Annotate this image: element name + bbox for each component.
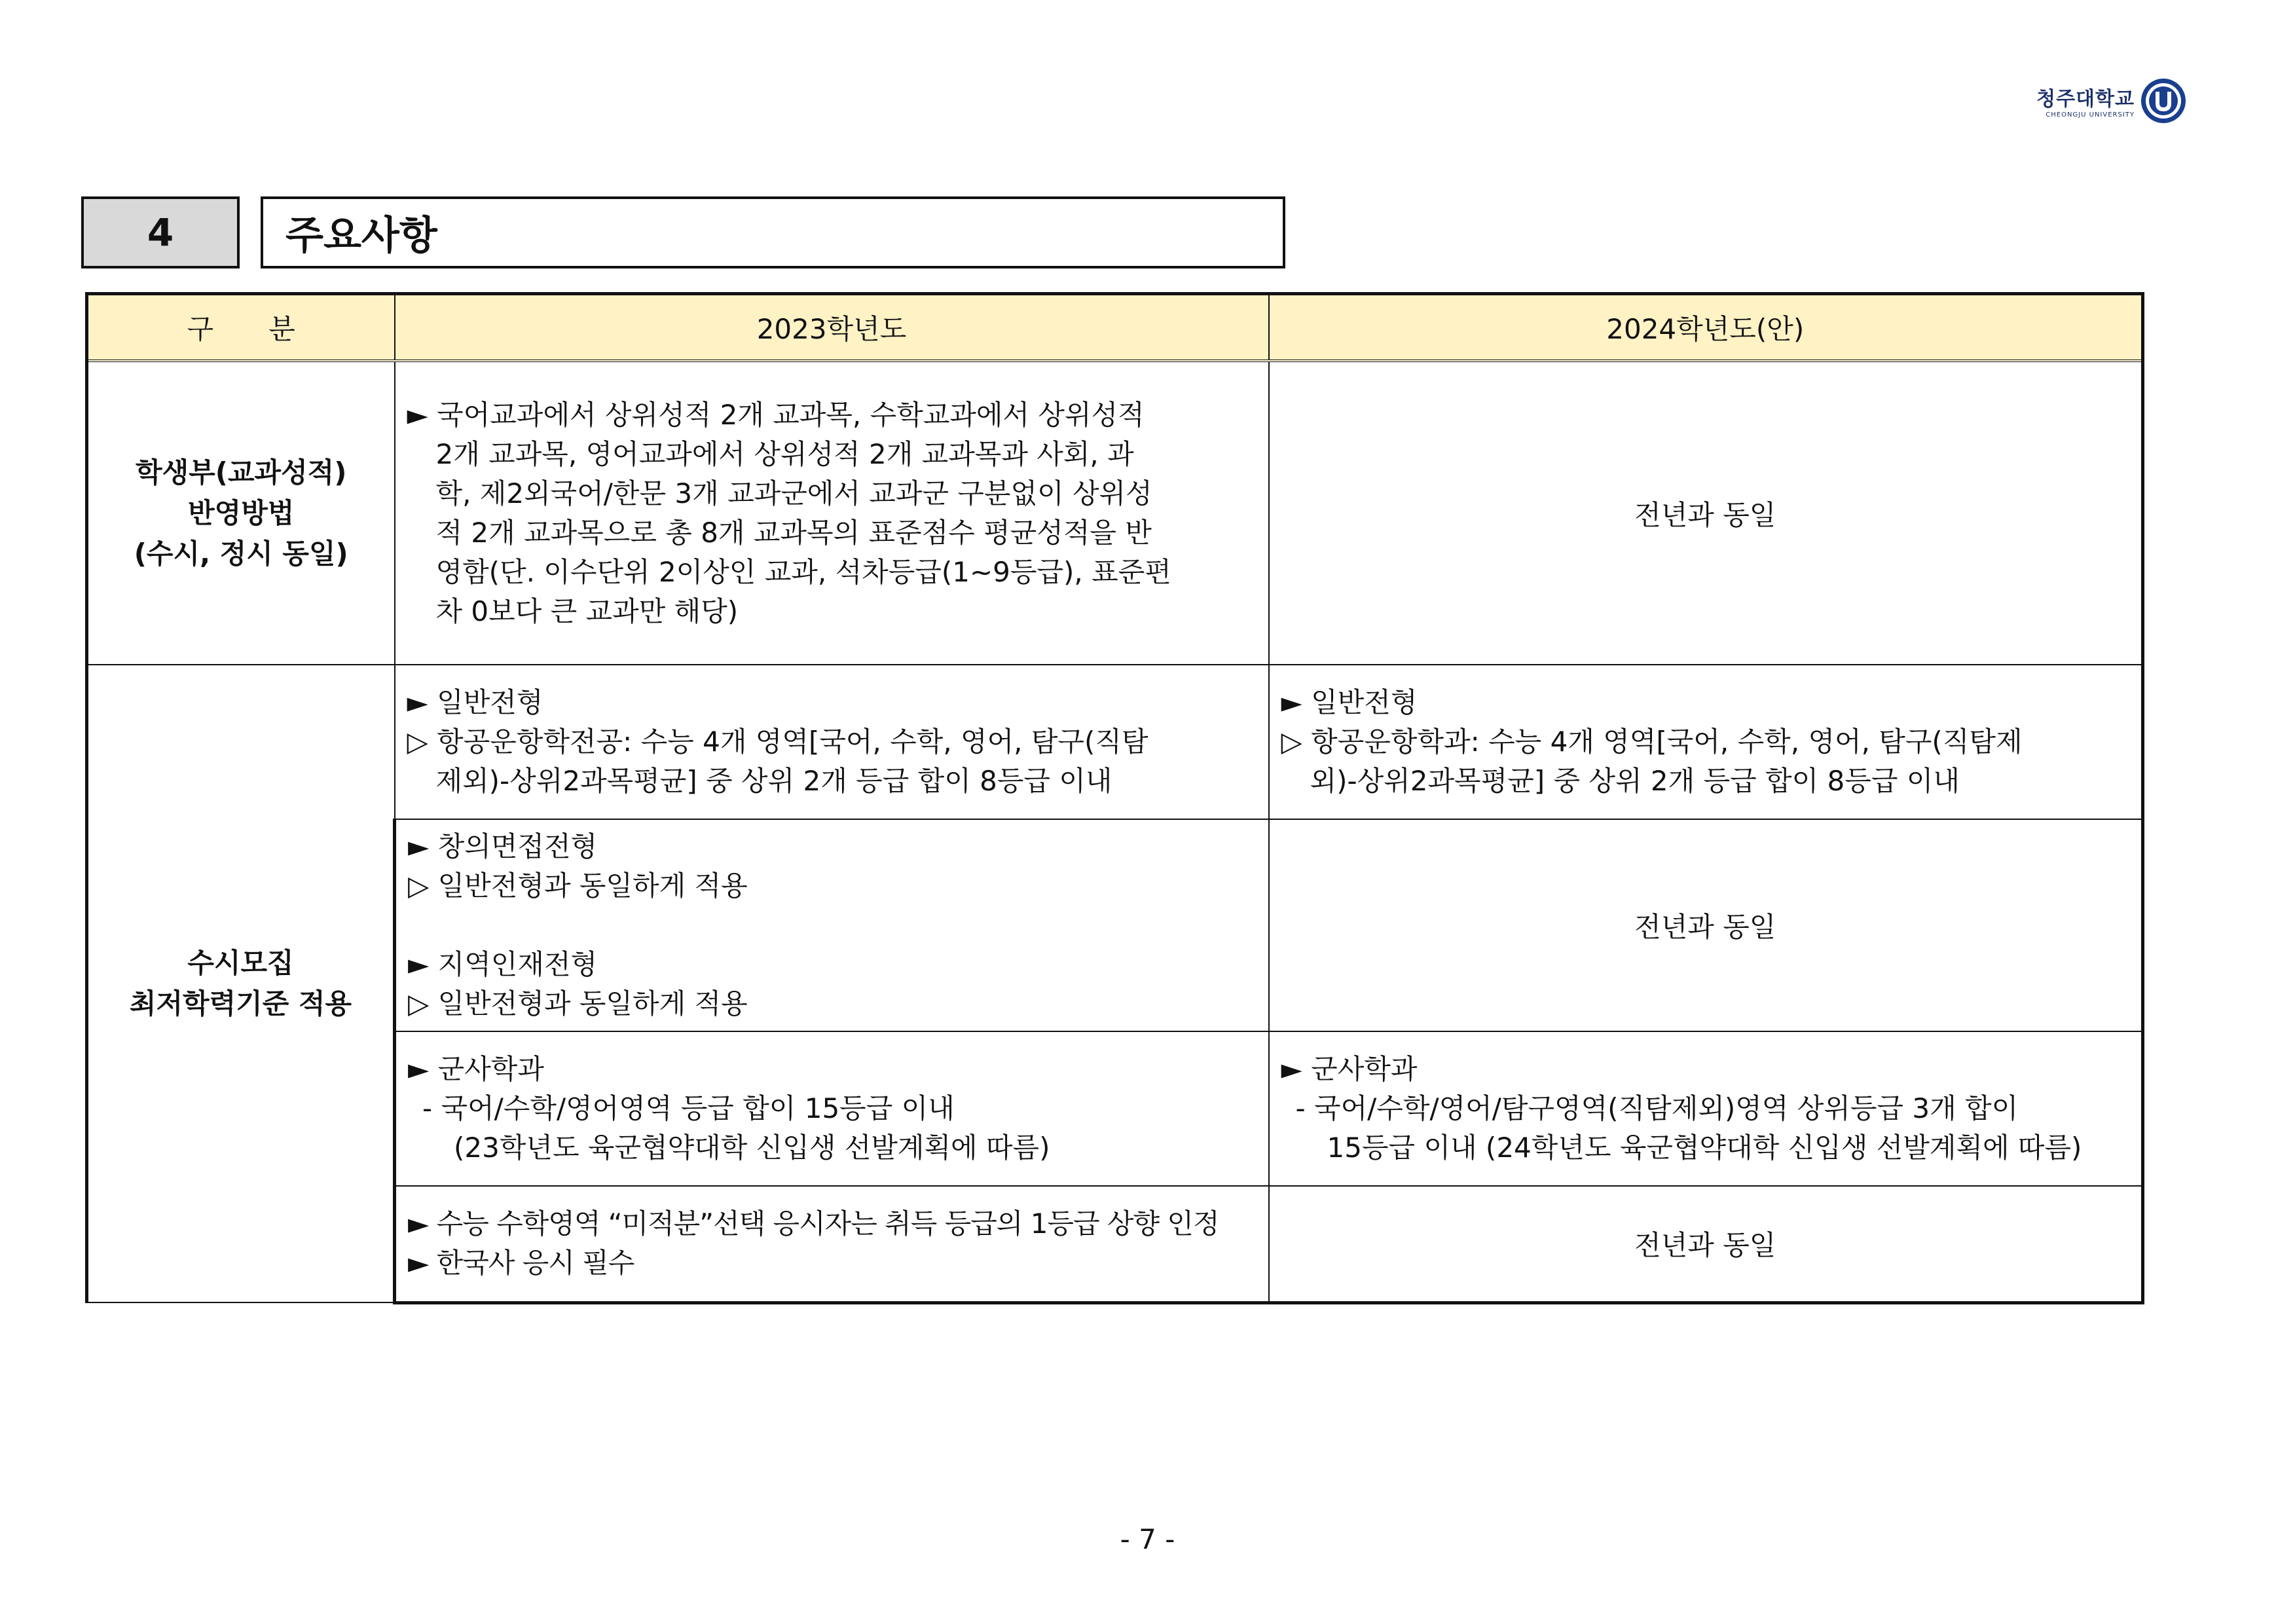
cell-2023: ► 일반전형 ▷ 항공운항학전공: 수능 4개 영역[국어, 수학, 영어, 탐구(직탐 제외)-상위2과목평균] 중 상위 2개 등급 합이 8등급 이내: [395, 665, 1269, 819]
cell-2023: ► 창의면접전형 ▷ 일반전형과 동일하게 적용 ► 지역인재전형 ▷ 일반전형과 동일하게 적용: [395, 819, 1269, 1031]
university-seal-icon: [2140, 77, 2187, 124]
page-number: - 7 -: [1120, 1523, 1175, 1555]
header-2024: 2024학년도(안): [1269, 294, 2143, 361]
row-category: 학생부(교과성적) 반영방법 (수시, 정시 동일): [87, 361, 395, 665]
table-row: [87, 819, 2143, 1031]
cell-2024: 전년과 동일: [1269, 1186, 2143, 1302]
table-row: [87, 665, 2143, 819]
section-number: 4: [81, 196, 240, 268]
cell-2024: ► 군사학과 - 국어/수학/영어/탐구영역(직탐제외)영역 상위등급 3개 합이 15등급 이내 (24학년도 육군협약대학 신입생 선발계획에 따름): [1269, 1031, 2143, 1186]
cell-2023: ► 수능 수학영역 “미적분”선택 응시자는 취득 등급의 1등급 상향 인정 ► 한국사 응시 필수: [395, 1186, 1269, 1302]
cell-2024: ► 일반전형 ▷ 항공운항학과: 수능 4개 영역[국어, 수학, 영어, 탐구(직탐제 외)-상위2과목평균] 중 상위 2개 등급 합이 8등급 이내: [1269, 665, 2143, 819]
cell-2024: 전년과 동일: [1269, 819, 2143, 1031]
logo-subtitle: CHEONGJU UNIVERSITY: [2046, 111, 2135, 119]
table-row: [87, 1031, 2143, 1186]
table-row: [87, 1186, 2143, 1302]
cell-2023: ► 국어교과에서 상위성적 2개 교과목, 수학교과에서 상위성적 2개 교과목, 영어교과에서 상위성적 2개 교과목과 사회, 과 학, 제2외국어/한문 3개 교과군에서 교과군 구분없이 상위성 적 2개 교과목으로 총 8개 교과목의 표준점수 평균성적을 반 영함(단. 이수단위 2이상인 교과, 석차등급(1~9등급), 표준편 차 0보다 큰 교과만 해당): [395, 361, 1269, 665]
cell-2023: ► 군사학과 - 국어/수학/영어영역 등급 합이 15등급 이내 (23학년도 육군협약대학 신입생 선발계획에 따름): [395, 1031, 1269, 1186]
key-items-table: [85, 292, 2144, 1304]
table-row: [87, 361, 2143, 665]
header-category: 구 분: [87, 294, 395, 361]
table-header-row: [87, 294, 2143, 361]
header-2023: 2023학년도: [395, 294, 1269, 361]
logo-name: 청주대학교: [2036, 88, 2135, 111]
university-logo: [2030, 77, 2187, 128]
section-title: 주요사항: [261, 196, 1285, 268]
cell-2024: 전년과 동일: [1269, 361, 2143, 665]
row-category: 수시모집 최저학력기준 적용: [87, 665, 395, 1302]
